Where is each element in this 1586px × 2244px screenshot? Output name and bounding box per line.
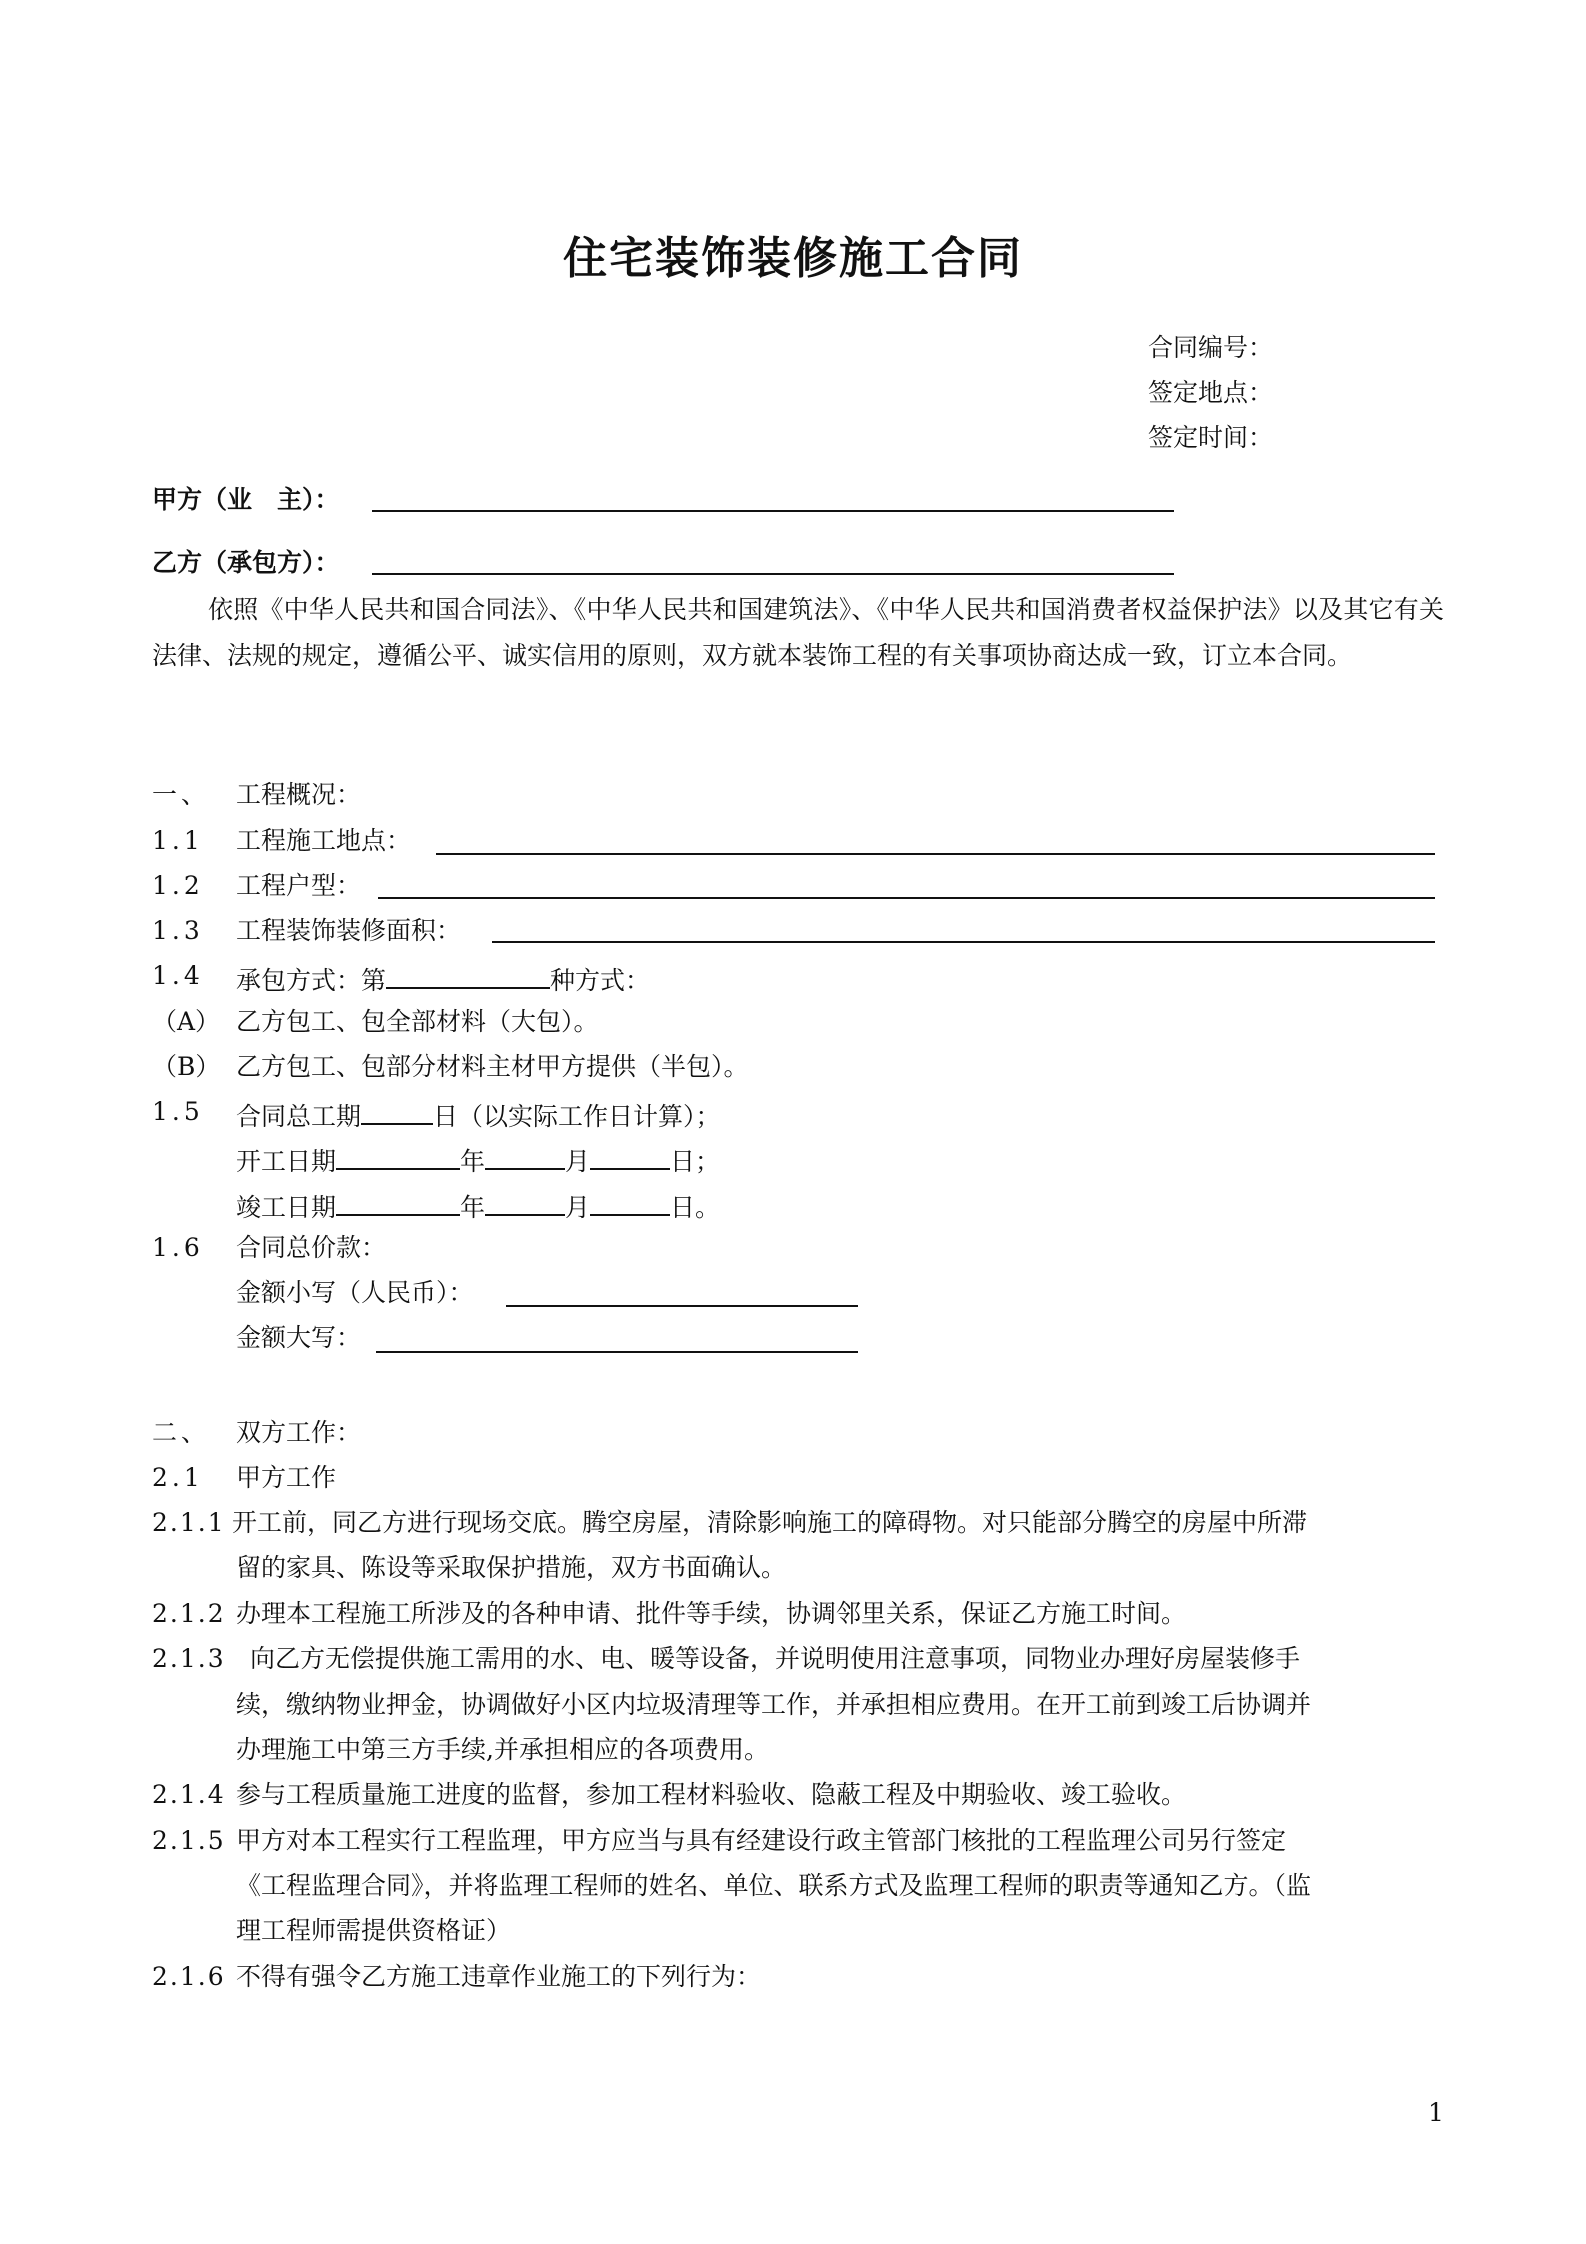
clause-2-1-1-line1: 开工前，同乙方进行现场交底。腾空房屋，清除影响施工的障碍物。对只能部分腾空的房屋中所滞 bbox=[232, 1508, 1308, 1537]
start-year-blank bbox=[336, 1142, 460, 1170]
party-b-blank bbox=[372, 573, 1174, 575]
clause-1-3-number: 1.3 bbox=[152, 916, 204, 945]
clause-1-1-label: 工程施工地点： bbox=[236, 826, 412, 855]
start-day-blank bbox=[590, 1142, 670, 1170]
clause-1-5-number: 1.5 bbox=[152, 1097, 204, 1126]
clause-2-1-4-text: 参与工程质量施工进度的监督，参加工程材料验收、隐蔽工程及中期验收、竣工验收。 bbox=[236, 1780, 1187, 1809]
start-month-blank bbox=[485, 1142, 565, 1170]
finish-month-unit: 月 bbox=[565, 1193, 591, 1222]
clause-2-1-4-number: 2.1.4 bbox=[152, 1780, 226, 1809]
party-a-blank bbox=[372, 510, 1174, 512]
clause-1-4-label bbox=[236, 961, 650, 996]
clause-2-1-5-line3: 理工程师需提供资格证） bbox=[236, 1916, 512, 1945]
duration-suffix: 日（以实际工作日计算）； bbox=[433, 1102, 721, 1131]
party-b-label: 乙方（承包方）： bbox=[152, 548, 340, 577]
section-2-number: 二、 bbox=[152, 1418, 211, 1447]
clause-2-1-1-line2: 留的家具、陈设等采取保护措施，双方书面确认。 bbox=[236, 1553, 787, 1582]
option-b-text: 乙方包工、包部分材料主材甲方提供（半包）。 bbox=[236, 1052, 749, 1081]
clause-2-1-3-number: 2.1.3 bbox=[152, 1644, 226, 1673]
contract-number-label: 合同编号： bbox=[1148, 333, 1274, 362]
clause-2-1-3-line2: 续，缴纳物业押金，协调做好小区内垃圾清理等工作，并承担相应费用。在开工前到竣工后协调并 bbox=[236, 1690, 1312, 1719]
sign-time-label: 签定时间： bbox=[1148, 423, 1274, 452]
finish-year-blank bbox=[336, 1188, 460, 1216]
start-date-label: 开工日期 bbox=[236, 1147, 337, 1176]
start-month-unit: 月 bbox=[565, 1147, 591, 1176]
clause-1-5-label bbox=[236, 1097, 721, 1132]
clause-2-1-label: 甲方工作 bbox=[236, 1463, 337, 1492]
section-1-number: 一、 bbox=[152, 780, 211, 809]
party-a-label: 甲方（业 主）： bbox=[152, 485, 340, 514]
clause-2-1-number: 2.1 bbox=[152, 1463, 204, 1492]
finish-date-line bbox=[236, 1188, 720, 1223]
option-a-number: （A） bbox=[152, 1007, 221, 1036]
clause-1-2-number: 1.2 bbox=[152, 871, 204, 900]
finish-day-unit: 日。 bbox=[670, 1193, 721, 1222]
contract-mode-suffix: 种方式： bbox=[550, 966, 651, 995]
clause-2-1-6-text: 不得有强令乙方施工违章作业施工的下列行为： bbox=[236, 1962, 762, 1991]
finish-date-label: 竣工日期 bbox=[236, 1193, 337, 1222]
amount-big-blank bbox=[376, 1351, 858, 1353]
amount-small-blank bbox=[506, 1305, 858, 1307]
intro-paragraph: 依照《中华人民共和国合同法》、《中华人民共和国建筑法》、《中华人民共和国消费者权益保护法》以及其它有关法律、法规的规定，遵循公平、诚实信用的原则，双方就本装饰工程的有关事项协商达成一致，订立本合同。 bbox=[152, 595, 1444, 670]
clause-2-1-2-number: 2.1.2 bbox=[152, 1599, 226, 1628]
clause-1-6-label: 合同总价款： bbox=[236, 1233, 387, 1262]
clause-2-1-2-text: 办理本工程施工所涉及的各种申请、批件等手续，协调邻里关系，保证乙方施工时间。 bbox=[236, 1599, 1187, 1628]
site-address-blank bbox=[436, 853, 1435, 855]
finish-month-blank bbox=[485, 1188, 565, 1216]
amount-big-label: 金额大写： bbox=[236, 1323, 362, 1352]
clause-1-1-number: 1.1 bbox=[152, 826, 204, 855]
clause-2-1-5-number: 2.1.5 bbox=[152, 1826, 226, 1855]
option-b-number: （B） bbox=[152, 1052, 221, 1081]
clause-1-4-number: 1.4 bbox=[152, 961, 204, 990]
option-a-text: 乙方包工、包全部材料（大包）。 bbox=[236, 1007, 599, 1036]
duration-blank bbox=[361, 1097, 433, 1125]
contract-mode-prefix: 承包方式：第 bbox=[236, 966, 387, 995]
start-date-line bbox=[236, 1142, 720, 1177]
clause-2-1-3-line3: 办理施工中第三方手续,并承担相应的各项费用。 bbox=[236, 1735, 769, 1764]
start-year-unit: 年 bbox=[460, 1147, 486, 1176]
document-title: 住宅装饰装修施工合同 bbox=[563, 233, 1023, 284]
area-blank bbox=[492, 941, 1435, 943]
section-2-heading: 双方工作： bbox=[236, 1418, 362, 1447]
clause-2-1-6-number: 2.1.6 bbox=[152, 1962, 226, 1991]
section-1-heading: 工程概况： bbox=[236, 780, 362, 809]
clause-1-2-label: 工程户型： bbox=[236, 871, 362, 900]
clause-2-1-1-number: 2.1.1 bbox=[152, 1508, 226, 1537]
unit-type-blank bbox=[378, 897, 1435, 899]
clause-2-1-3-line1: 向乙方无偿提供施工需用的水、电、暖等设备，并说明使用注意事项，同物业办理好房屋装修手 bbox=[250, 1644, 1301, 1673]
amount-small-label: 金额小写（人民币）： bbox=[236, 1278, 474, 1307]
finish-year-unit: 年 bbox=[460, 1193, 486, 1222]
sign-place-label: 签定地点： bbox=[1148, 378, 1274, 407]
duration-prefix: 合同总工期 bbox=[236, 1102, 362, 1131]
finish-day-blank bbox=[590, 1188, 670, 1216]
clause-2-1-5-line2: 《工程监理合同》，并将监理工程师的姓名、单位、联系方式及监理工程师的职责等通知乙方。（监 bbox=[236, 1871, 1312, 1900]
page-number: 1 bbox=[1428, 2098, 1444, 2127]
clause-1-6-number: 1.6 bbox=[152, 1233, 204, 1262]
clause-2-1-5-line1: 甲方对本工程实行工程监理，甲方应当与具有经建设行政主管部门核批的工程监理公司另行签定 bbox=[236, 1826, 1287, 1855]
contract-mode-blank bbox=[386, 961, 550, 989]
start-day-unit: 日； bbox=[670, 1147, 721, 1176]
clause-1-3-label: 工程装饰装修面积： bbox=[236, 916, 462, 945]
